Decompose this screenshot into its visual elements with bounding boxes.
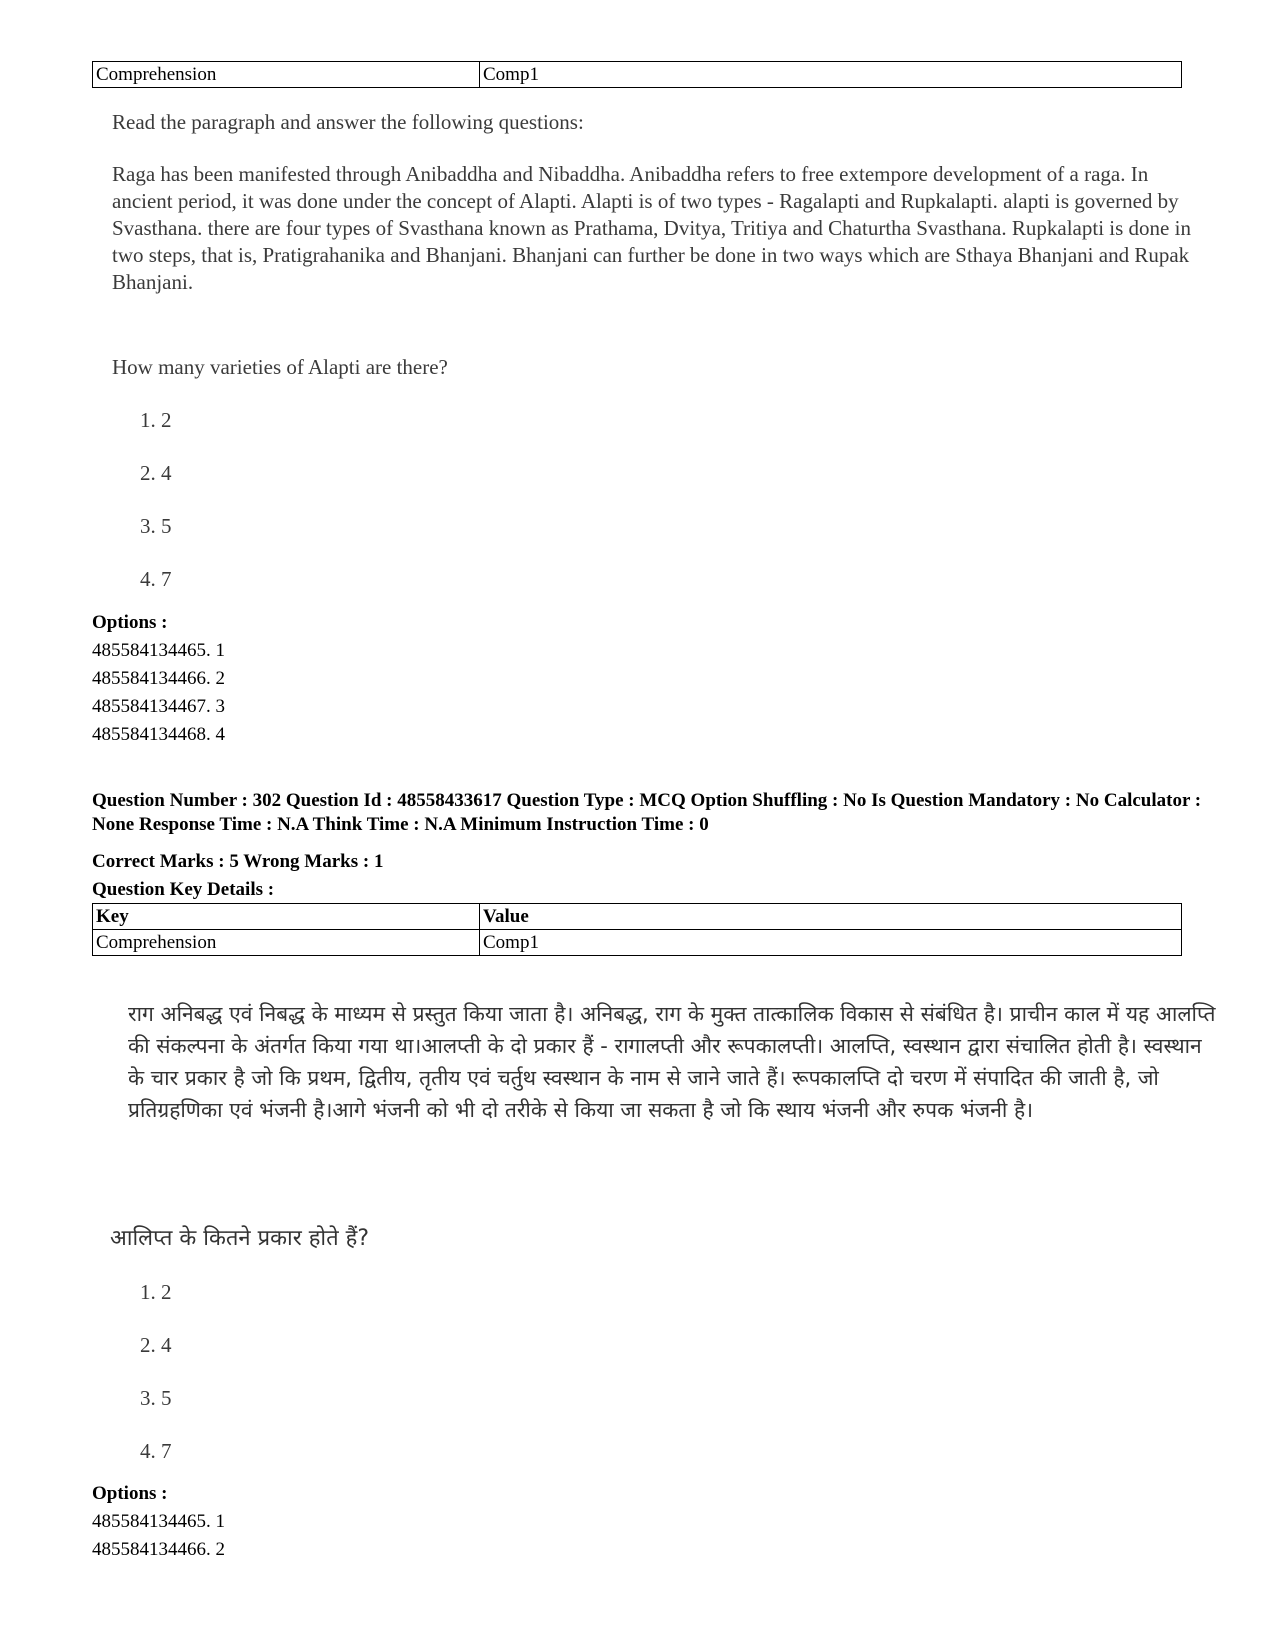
key-value-table xyxy=(92,903,1182,956)
option-item: 485584134466. 2 xyxy=(92,1539,225,1560)
options-list-2 xyxy=(92,1480,225,1564)
table-cell-value: Comp1 xyxy=(480,62,1182,88)
choice-english-3: 3. 5 xyxy=(140,514,172,538)
choice-hindi-4: 4. 7 xyxy=(140,1439,172,1463)
choice-english-1: 1. 2 xyxy=(140,408,172,432)
option-item: 485584134468. 4 xyxy=(92,724,225,745)
comprehension-paragraph-english: Raga has been manifested through Anibaddha and Nibaddha. Anibaddha refers to free extempore development of a raga. In ancient period, it was done under the concept of Alapti. Alapti is of two types - Ragalapti and Rupkalapti. alapti is governed by Svasthana. there are four types of Svasthana known as Prathama, Dvitya, Tritiya and Chaturtha Svasthana. Rupkalapti is done in two steps, that is, Pratigrahanika and Bhanjani. Bhanjani can further be done in two ways which are Sthaya Bhanjani and Rupak Bhanjani. xyxy=(112,162,1191,294)
table-header-key: Key xyxy=(93,904,480,930)
key-value-table-top xyxy=(92,61,1182,88)
options-label: Options : xyxy=(92,612,168,633)
table-cell-key: Comprehension xyxy=(93,62,480,88)
comprehension-paragraph-hindi: राग अनिबद्ध एवं निबद्ध के माध्यम से प्रस्तुत किया जाता है। अनिबद्ध, राग के मुक्त तात्कालिक विकास से संबंधित है। प्राचीन काल में यह आलप्ति की संकल्पना के अंतर्गत किया गया था।आलप्ती के दो प्रकार हैं - रागालप्ती और रूपकालप्ती। आलप्ति, स्वस्थान द्वारा संचालित होती है। स्वस्थान के चार प्रकार है जो कि प्रथम, द्वितीय, तृतीय एवं चर्तुथ स्वस्थान के नाम से जाने जाते हैं। रूपकालप्ति दो चरण में संपादित की जाती है, जो प्रतिग्रहणिका एवं भंजनी है।आगे भंजनी को भी दो तरीके से किया जा सकता है जो कि स्थाय भंजनी और रुपक भंजनी है। xyxy=(128,1002,1216,1122)
comprehension-instruction: Read the paragraph and answer the following questions: xyxy=(112,110,584,134)
question-text-english: How many varieties of Alapti are there? xyxy=(112,355,448,379)
choice-hindi-1: 1. 2 xyxy=(140,1280,172,1304)
choice-english-4: 4. 7 xyxy=(140,567,172,591)
table-cell-key: Comprehension xyxy=(93,930,480,956)
table-header-value: Value xyxy=(480,904,1182,930)
key-details-label: Question Key Details : xyxy=(92,879,275,900)
question-header: Question Number : 302 Question Id : 48558433617 Question Type : MCQ Option Shuffling : No Is Question Mandatory : No Calculator : None Response Time : N.A Think Time : N.A Minimum Instruction Time : 0 xyxy=(92,790,1202,835)
table-header-row xyxy=(93,904,1182,930)
table-row xyxy=(93,930,1182,956)
question-text-hindi: आलिप्त के कितने प्रकार होते हैं? xyxy=(110,1226,370,1251)
option-item: 485584134465. 1 xyxy=(92,1511,225,1532)
option-item: 485584134465. 1 xyxy=(92,640,225,661)
choice-english-2: 2. 4 xyxy=(140,461,172,485)
options-list-1 xyxy=(92,609,225,749)
option-item: 485584134466. 2 xyxy=(92,668,225,689)
marks-line: Correct Marks : 5 Wrong Marks : 1 xyxy=(92,851,384,872)
table-cell-value: Comp1 xyxy=(480,930,1182,956)
table-row xyxy=(93,62,1182,88)
options-label: Options : xyxy=(92,1483,168,1504)
choice-hindi-2: 2. 4 xyxy=(140,1333,172,1357)
option-item: 485584134467. 3 xyxy=(92,696,225,717)
choice-hindi-3: 3. 5 xyxy=(140,1386,172,1410)
